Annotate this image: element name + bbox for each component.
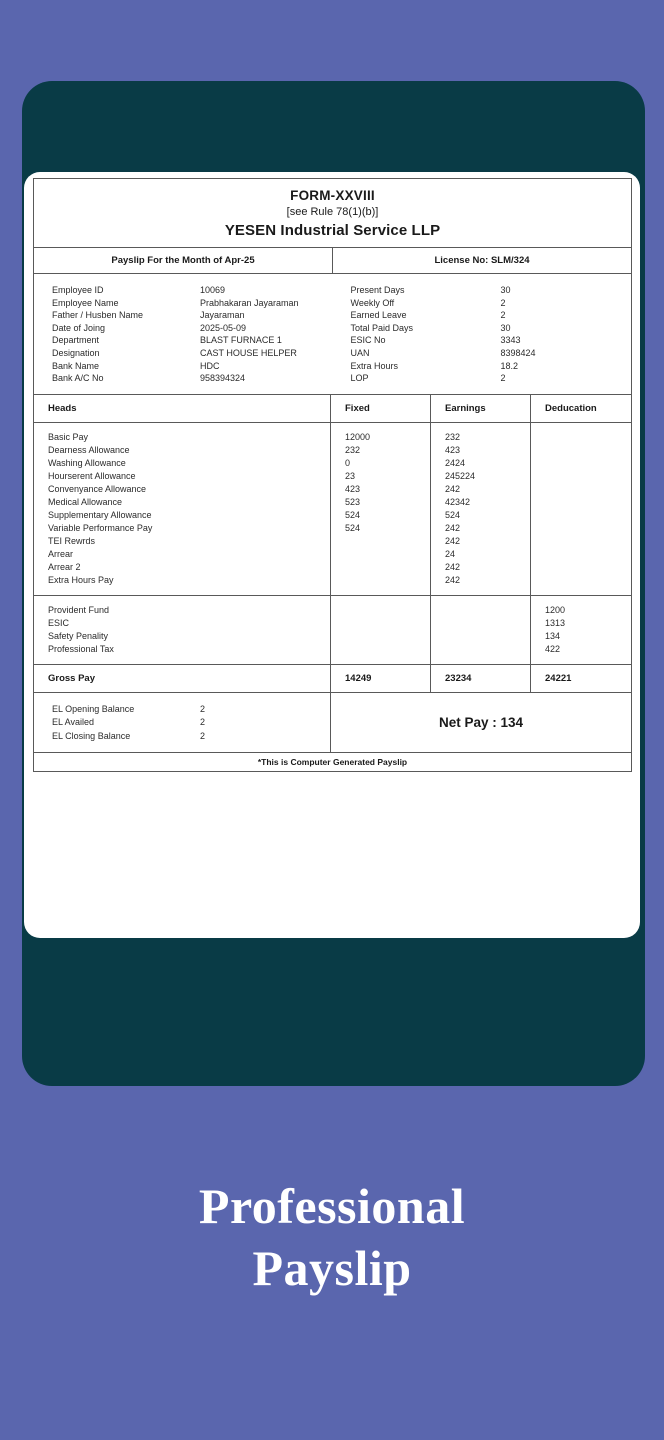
earning-amount: 242	[445, 535, 461, 546]
detail-line	[52, 334, 333, 347]
detail-label: Father / Husben Name	[52, 310, 144, 321]
earning-head: Extra Hours Pay	[48, 574, 114, 585]
fixed-amount: 523	[345, 496, 361, 507]
detail-value: BLAST FURNACE 1	[200, 335, 282, 346]
earnings-fixed-list	[331, 423, 431, 595]
detail-line	[52, 730, 330, 744]
detail-line	[52, 309, 333, 322]
detail-label: Employee ID	[52, 285, 104, 295]
detail-label: ESIC No	[350, 335, 386, 346]
earning-head: Convenyance Allowance	[48, 483, 147, 494]
column-header-fixed: Fixed	[331, 395, 431, 422]
detail-label: Designation	[52, 347, 100, 358]
fixed-amount: 232	[345, 444, 361, 455]
earning-amount: 232	[445, 431, 461, 442]
fixed-amount: 423	[345, 483, 361, 494]
detail-value: 958394324	[200, 373, 246, 384]
detail-value: 3343	[500, 335, 521, 346]
rule-reference: [see Rule 78(1)(b)]	[286, 206, 379, 218]
earning-head: Arrear 2	[48, 561, 81, 572]
earning-head: Supplementary Allowance	[48, 509, 152, 520]
earning-amount: 242	[445, 483, 461, 494]
earning-amount: 2424	[445, 457, 466, 468]
gross-pay-row	[34, 665, 631, 693]
detail-line	[351, 284, 632, 297]
earning-head: TEI Rewrds	[48, 535, 96, 546]
detail-line	[52, 297, 333, 310]
document-header	[34, 179, 631, 248]
fixed-amount: 12000	[345, 431, 371, 442]
leave-value: 2	[200, 717, 206, 728]
leave-balance-list	[34, 693, 331, 753]
detail-value: Jayaraman	[200, 310, 245, 321]
detail-line	[351, 297, 632, 310]
earning-head: Washing Allowance	[48, 457, 126, 468]
table-header-row	[34, 395, 631, 423]
deduction-earnings-blank	[431, 596, 531, 664]
leave-label: EL Closing Balance	[52, 730, 131, 741]
detail-label: Earned Leave	[350, 310, 407, 321]
detail-line	[52, 703, 330, 717]
employee-details-right	[333, 274, 632, 394]
detail-value: 30	[500, 322, 511, 333]
promo-caption	[0, 1175, 664, 1299]
earning-head: Arrear	[48, 548, 74, 559]
deduction-head: Safety Penality	[48, 630, 109, 641]
detail-label: LOP	[350, 373, 369, 384]
fixed-amount: 524	[345, 522, 361, 533]
employee-details-left	[34, 274, 333, 394]
detail-value: 18.2	[500, 360, 519, 371]
detail-label: Present Days	[350, 285, 405, 295]
earning-amount: 24	[445, 548, 456, 559]
fixed-amount	[345, 561, 430, 574]
company-name: YESEN Industrial Service LLP	[224, 222, 441, 239]
detail-value: 30	[500, 285, 511, 295]
caption-line-1: Professional	[198, 1178, 466, 1234]
detail-value: 2	[500, 310, 506, 321]
earning-amount: 242	[445, 522, 461, 533]
deduction-amount: 422	[545, 643, 561, 654]
detail-label: Bank Name	[52, 360, 100, 371]
detail-line	[351, 322, 632, 335]
fixed-amount	[345, 574, 430, 587]
leave-label: EL Availed	[52, 717, 95, 728]
detail-line	[351, 334, 632, 347]
deduction-fixed-blank	[331, 596, 431, 664]
footer-note-row	[34, 753, 631, 771]
deduction-amount: 1313	[545, 617, 566, 628]
earning-amount: 242	[445, 574, 461, 585]
deductions-section	[34, 596, 631, 665]
detail-value: 8398424	[500, 347, 536, 358]
license-number: License No: SLM/324	[434, 255, 530, 266]
detail-value: CAST HOUSE HELPER	[200, 347, 297, 358]
fixed-amount	[345, 535, 430, 548]
detail-label: UAN	[350, 347, 370, 358]
earning-amount: 524	[445, 509, 461, 520]
deduction-head: Professional Tax	[48, 643, 114, 654]
payslip-table	[33, 178, 632, 772]
detail-line	[351, 347, 632, 360]
detail-value: HDC	[200, 360, 220, 371]
detail-line	[52, 716, 330, 730]
detail-label: Weekly Off	[350, 297, 395, 308]
leave-value: 2	[200, 703, 206, 714]
earning-head: Hourserent Allowance	[48, 470, 136, 481]
payslip-sheet	[24, 172, 640, 938]
detail-label: Extra Hours	[350, 360, 399, 371]
detail-value: 2	[500, 373, 506, 384]
computer-generated-note: *This is Computer Generated Payslip	[257, 757, 408, 768]
leave-value: 2	[200, 730, 206, 741]
detail-line	[52, 372, 333, 385]
fixed-amount: 524	[345, 509, 361, 520]
detail-value: 10069	[200, 285, 226, 295]
fixed-amount: 0	[345, 457, 351, 468]
detail-label: Employee Name	[52, 297, 119, 308]
leave-netpay-row	[34, 693, 631, 754]
gross-pay-deduction: 24221	[545, 672, 572, 684]
detail-line	[52, 322, 333, 335]
deduction-amount: 1200	[545, 604, 566, 615]
deduction-head-list	[34, 596, 331, 664]
fixed-amount	[345, 548, 430, 561]
detail-line	[351, 372, 632, 385]
detail-line	[52, 347, 333, 360]
column-header-deduction: Deducation	[545, 402, 597, 414]
detail-value: 2025-05-09	[200, 322, 247, 333]
period-license-row	[34, 248, 631, 274]
earnings-deduction-blank	[531, 423, 630, 595]
deduction-head: Provident Fund	[48, 604, 110, 615]
gross-pay-label: Gross Pay	[34, 665, 331, 692]
detail-line	[52, 360, 333, 373]
earning-amount: 423	[445, 444, 461, 455]
gross-pay-earnings: 23234	[431, 665, 531, 692]
detail-label: Department	[52, 335, 100, 346]
earning-amount: 42342	[445, 496, 471, 507]
employee-details-row	[34, 274, 631, 395]
deduction-amount: 134	[545, 630, 561, 641]
deduction-amount-list	[531, 596, 630, 664]
fixed-amount: 23	[345, 470, 356, 481]
caption-line-2: Payslip	[252, 1240, 412, 1296]
earnings-amount-list	[431, 423, 531, 595]
gross-pay-fixed: 14249	[331, 665, 431, 692]
earning-head: Medical Allowance	[48, 496, 123, 507]
detail-line	[351, 309, 632, 322]
detail-line	[351, 360, 632, 373]
earnings-section	[34, 423, 631, 596]
net-pay-value: Net Pay : 134	[438, 715, 524, 730]
earning-head: Basic Pay	[48, 431, 89, 442]
earning-head: Variable Performance Pay	[48, 522, 153, 533]
detail-label: Bank A/C No	[52, 373, 104, 384]
detail-value: Prabhakaran Jayaraman	[200, 297, 299, 308]
earning-amount: 242	[445, 561, 461, 572]
detail-label: Total Paid Days	[350, 322, 414, 333]
deduction-head: ESIC	[48, 617, 70, 628]
payslip-month: Payslip For the Month of Apr-25	[34, 248, 333, 273]
earnings-head-list	[34, 423, 331, 595]
detail-value: 2	[500, 297, 506, 308]
earning-amount: 245224	[445, 470, 476, 481]
leave-label: EL Opening Balance	[52, 703, 135, 714]
column-header-earnings: Earnings	[431, 395, 531, 422]
detail-line	[52, 284, 333, 297]
earning-head: Dearness Allowance	[48, 444, 130, 455]
column-header-heads: Heads	[34, 395, 331, 422]
form-number: FORM-XXVIII	[290, 188, 375, 203]
detail-label: Date of Joing	[52, 322, 106, 333]
